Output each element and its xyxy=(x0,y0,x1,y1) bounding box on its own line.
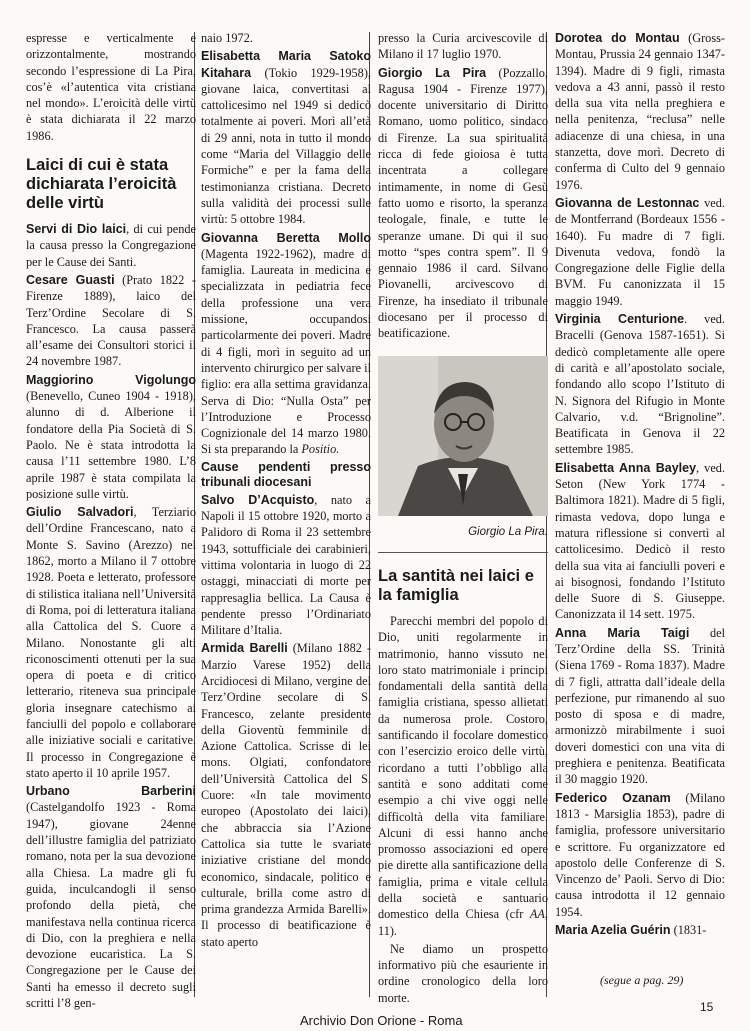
entry-barelli: Armida Barelli (Milano 1882 - Marzio Varese 1952) della Arcidiocesi di Milano, vergine del Terz’Ordine secolare di S. Francesco, zelante presidente della Gioventù femminile di Azione Cattolica. Scrisse di lei mons. Olgiati, confondatore dell’Università Cattolica del S. Cuore: «In tale movimento europeo (Apostolato dei laici), che abbraccia sia l’Azione Cattolica sia tutte le svariate iniziative cristiane del mondo economico, sindacale, politico e culturale, brilla come astro di prima grandezza Armida Barelli». Il processo di beatificazione è stato aperto xyxy=(201,641,371,949)
body-paragraph: Ne diamo un prospetto informativo più che esauriente in ordine cronologico della loro morte. xyxy=(378,941,548,1005)
entry-name: Giorgio La Pira xyxy=(378,65,487,80)
entry-name: Urbano Barberini xyxy=(26,784,196,799)
entry-name: Cesare Guasti xyxy=(26,272,115,287)
entry-la-pira: Giorgio La Pira (Pozzallo, Ragusa 1904 - Firenze 1977), docente universitario di Diritto Romano, uomo politico, sindaco di Firenze. La sua spiritualità ricca di fede gioiosa è tutta incentrata a collegare intimamente, in nome di Gesù fatto uomo e risorto, la speranza teologale, finale, e tutte le speranze umane. Di qui il suo motto “spes contra spem”. Il 9 gennaio 1986 il card. Silvano Piovanelli, arcivescovo di Firenze, ha insediato il tribunale diocesano per il processo di beatificazione. xyxy=(378,65,548,341)
entry-kitahara: Elisabetta Maria Satoko Kitahara (Tokio 1929-1958), giovane laica, convertitasi al cattolicesimo nel 1949 si dedicò totalmente ai poveri. Morì all’età di 29 anni, nota in tutto il mondo come “Maria del Villaggio delle Formiche” e per la fama della testimonianza cristiana. Decreto sulla validità dei processi sulle virtù: 5 ottobre 1984. xyxy=(201,49,371,227)
photo-caption: Giorgio La Pira. xyxy=(468,525,548,538)
entry-beretta-mollo: Giovanna Beretta Mollo (Magenta 1922-1962), madre di famiglia. Laureata in medicina e specializzata in pediatria fece della professione una vera missione, occupandosi particolarmente dei poveri. Madre di 4 figli, morì in seguito ad un intervento chirurgico per salvare il figlio: era alla settima gravidanza. Serva di Dio: “Nulla Osta” per l’Introduzione e Processo Cognizionale del 14 marzo 1980. Si sta preparando la Positio. xyxy=(201,230,371,457)
entry-vigolungo: Maggiorino Vigolungo (Benevello, Cuneo 1904 - 1918), alunno di d. Alberione il fondatore della Pia Società di S. Paolo. Ne è stata introdotta la causa l’11 settembre 1980. L’8 aprile 1987 è stata compilata la posizione sulle virtù. xyxy=(26,372,196,501)
entry-name: Anna Maria Taigi xyxy=(555,625,690,640)
entry-ozanam: Federico Ozanam (Milano 1813 - Marsiglia 1853), padre di famiglia, professore universitario e scrittore. Fu organizzatore ed apostolo delle Conferenze di S. Vincenzo de’ Paoli. Servo di Dio: causa introdotta il 12 gennaio 1954. xyxy=(555,790,725,919)
entry-name: Giovanna Beretta Mollo xyxy=(201,230,371,245)
entry-name: Armida Barelli xyxy=(201,641,288,656)
portrait-photo xyxy=(378,356,548,516)
entry-guerin: Maria Azelia Guérin (1831- xyxy=(555,923,707,938)
entry-salvadori: Giulio Salvadori, Terziario dell’Ordine Francescano, nato a Monte S. Savino (Arezzo) nel 1862, morto a Milano il 7 ottobre 1928. Poeta e letterato, professore di stilistica italiana nell’Università di Roma, poi di letteratura italiana alla Cattolica del S. Cuore a Milano. Nonostante gli alti riconoscimenti ottenuti per la sua opera di poeta e di critico letterario, riteneva sua principale gloria insegnare catechismo ai fanciulli del popolo e collaborare alle iniziative sociali e caritative. Il processo in Congregazione è stato aperto il 10 aprile 1957. xyxy=(26,505,196,780)
entry-taigi: Anna Maria Taigi del Terz’Ordine della SS. Trinità (Siena 1769 - Roma 1837). Madre di 7 figli, attratta dall’ideale della perfezione, pur rimanendo al suo posto di sposa e di madre, armonizzò mirabilmente i suoi doveri domestici con una vita di preghiera e penitenza. Beatificata il 30 maggio 1920. xyxy=(555,625,725,787)
column-1 xyxy=(26,30,196,1013)
entry-guasti: Cesare Guasti (Prato 1822 - Firenze 1889), laico del Terz’Ordine Secolare di S. Francesco. La causa passerà all’esame dei Consultori storici il 24 novembre 1987. xyxy=(26,272,196,369)
portrait-image xyxy=(378,356,548,516)
entry-name: Salvo D’Acquisto xyxy=(201,492,315,507)
section-heading: Laici di cui è stata dichiarata l’eroicità delle virtù xyxy=(26,156,177,213)
entry-dacquisto: Salvo D’Acquisto, nato a Napoli il 15 ottobre 1920, morto a Palidoro di Roma il 23 settembre 1943, sottufficiale dei carabinieri, vittima volontaria in luogo di 22 ostaggi, minacciati di morte per rappresaglia bellica. La Causa è pendente presso l’Ordinariato Militare d’Italia. xyxy=(201,492,371,638)
entry-name: Elisabetta Maria Satoko Kitahara xyxy=(201,49,371,80)
page-number: 15 xyxy=(700,1000,714,1014)
intro-paragraph: espresse e verticalmente e orizzontalmente, mostrando secondo l’espressione di La Pira, cos’è «l’autentica vita cristiana nel mondo». L’eroicità delle virtù è stata dichiarata il 22 marzo 1986. xyxy=(26,31,196,143)
continued-text: naio 1972. xyxy=(201,31,253,45)
entry-montau: Dorotea do Montau (Gross-Montau, Prussia 24 gennaio 1347-1394). Madre di 9 figli, rimasta vedova a 43 anni, passò il resto della sua vita nella preghiera e nella penitenza, “reclusa” nelle adiacenze di una chiesa, in una stanzetta, dove morì. Decreto di conferma di Culto del 9 gennaio 1976. xyxy=(555,31,725,192)
column-2 xyxy=(201,30,371,952)
section-heading: La santità nei laici e la famiglia xyxy=(378,566,534,604)
column-4 xyxy=(555,30,725,940)
entry-name: Virginia Centurione xyxy=(555,312,685,327)
entry-barberini: Urbano Barberini (Castelgandolfo 1923 - Roma 1947), giovane 24enne dell’illustre famiglia del patriziato romano, nota per la sua devozione alla Chiesa. La madre gli fu guida, inculcandogli il senso profondo della pietà, che manifestava nella continua ricerca di Dio, con la preghiera e nella devozione eucaristica. La S. Congregazione per le Cause dei Santi ha emesso il decreto sugli scritti l’8 gen- xyxy=(26,784,196,1011)
entry-name: Giovanna de Lestonnac xyxy=(555,195,700,210)
archive-footer: Archivio Don Orione - Roma xyxy=(300,1013,463,1028)
column-3 xyxy=(378,30,548,1008)
entry-name: Giulio Salvadori xyxy=(26,505,134,520)
entry-centurione: Virginia Centurione. ved. Bracelli (Genova 1587-1651). Si dedicò completamente alle opere di carità e all’apostolato sociale, fondando allo scopo l’Istituto di N. Signora del Rifugio in Monte Calvario, v.d. “Brignoline”. Beatificata in Genova il 22 settembre 1985. xyxy=(555,312,725,457)
entry-bayley: Elisabetta Anna Bayley, ved. Seton (New York 1774 - Baltimora 1821). Madre di 5 figli, rimasta vedova, dopo lunga e matura riflessione si convertì al cattolicesimo. Dedicò il resto della sua vita ai fanciulli poveri e ai bisognosi, fondando l’Istituto delle Suore di S. Giuseppe. Canonizzata il 14 sett. 1975. xyxy=(555,460,725,622)
entry-name: Maggiorino Vigolungo xyxy=(26,372,196,387)
entry-name: Elisabetta Anna Bayley xyxy=(555,460,697,475)
entry-lestonnac: Giovanna de Lestonnac ved. de Montferrand (Bordeaux 1556 - 1640). Fu madre di 7 figli. Divenuta vedova, fondò la Congregazione delle Figlie della BVM. Fu canonizzata il 15 maggio 1949. xyxy=(555,195,725,308)
entry-name: Maria Azelia Guérin xyxy=(555,923,671,938)
body-paragraph: Parecchi membri del popolo di Dio, uniti regolarmente in matrimonio, hanno vissuto nel loro stato matrimoniale i principi fondamentali della santità della famiglia cristiana, spesso allietati da numerosa prole. Costoro, santificando il focolare domestico con l’esercizio eroico delle virtù, ricordano a tutti l’obbligo alla santità e sono additati come esempio a chi vive oggi nelle difficoltà della vita familiare. Alcuni di essi hanno anche promosso associazioni ed opere pie dirette alla santificazione della famiglia, prima e vitale cellula della società e santuario domestico della Chiesa (cfr AA, 11). xyxy=(378,613,548,938)
entry-servi: Servi di Dio laici, di cui pende la causa presso la Congregazione per le Cause dei Santi. xyxy=(26,222,196,269)
subheading: Cause pendenti presso tribunali diocesani xyxy=(201,459,371,489)
entry-name: Dorotea do Montau xyxy=(555,31,680,45)
continued-text: presso la Curia arcivescovile di Milano il 17 luglio 1970. xyxy=(378,31,548,62)
entry-name: Servi di Dio laici xyxy=(26,222,127,237)
entry-name: Federico Ozanam xyxy=(555,790,671,805)
section-divider xyxy=(378,552,548,553)
continuation-note: (segue a pag. 29) xyxy=(600,973,684,987)
